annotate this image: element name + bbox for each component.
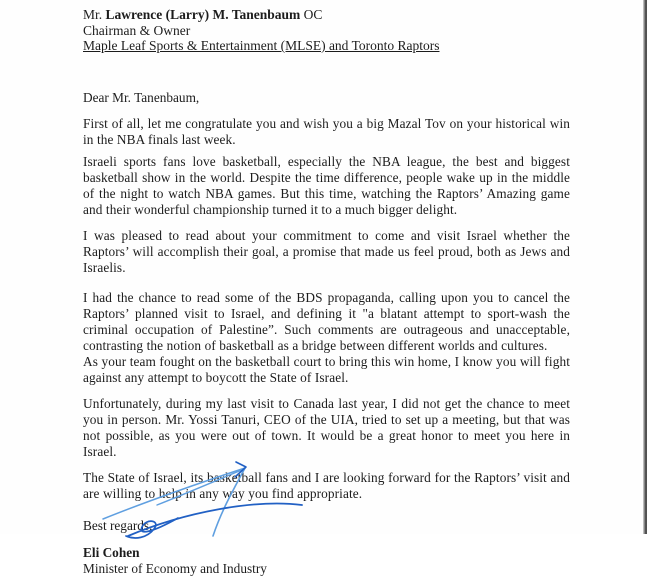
recipient-prefix: Mr. — [83, 7, 106, 22]
letter-paragraph-6: Unfortunately, during my last visit to Canada last year, I did not get the chance to meet you in person. Mr. Yossi Tanuri, CEO of the UIA, tried to set up a meeting, but that was not possible, as you were out of town. It would be a great honor to meet you here in Israel. — [83, 395, 570, 459]
scan-edge-line — [643, 0, 647, 534]
signer-name: Eli Cohen — [83, 544, 140, 560]
letter-paragraph-2: Israeli sports fans love basketball, especially the NBA league, the best and biggest basketball show in the world. Despite the time difference, people wake up in the middle of the night to watch NBA games. But this time, watching the Raptors’ Amazing game and their wonderful championship turned it to a much bigger delight. — [83, 153, 570, 217]
signer-title: Minister of Economy and Industry — [83, 560, 267, 576]
recipient-title-line: Chairman & Owner — [83, 22, 191, 38]
recipient-name: Lawrence (Larry) M. Tanenbaum — [105, 7, 301, 22]
letter-paragraph-7: The State of Israel, its basketball fans and I are looking forward for the Raptors’ visit and are willing to help in any way you find appropriate. — [83, 469, 570, 501]
recipient-name-line — [83, 7, 570, 23]
salutation: Dear Mr. Tanenbaum, — [83, 89, 200, 105]
letter-paragraph-4: I had the chance to read some of the BDS propaganda, calling upon you to cancel the Raptors’ planned visit to Israel, and defining it "a blatant attempt to sport-wash the criminal occupation of Palestine”. Such comments are outrageous and unacceptable, contrasting the notion of basketball as a bridge between different worlds and cultures. — [83, 289, 570, 353]
recipient-org-line: Maple Leaf Sports & Entertainment (MLSE) and Toronto Raptors — [83, 38, 440, 53]
recipient-honorific: OC — [300, 7, 323, 22]
letter-paragraph-1: First of all, let me congratulate you and wish you a big Mazal Tov on your historical win in the NBA finals last week. — [83, 115, 570, 147]
closing-regards: Best regards, — [83, 517, 153, 533]
letter-paragraph-5: As your team fought on the basketball court to bring this win home, I know you will fight against any attempt to boycott the State of Israel. — [83, 353, 570, 385]
letter-paragraph-3: I was pleased to read about your commitment to come and visit Israel whether the Raptors’ will accomplish their goal, a promise that made us feel proud, both as Jews and Israelis. — [83, 227, 570, 275]
recipient-block — [83, 7, 570, 54]
